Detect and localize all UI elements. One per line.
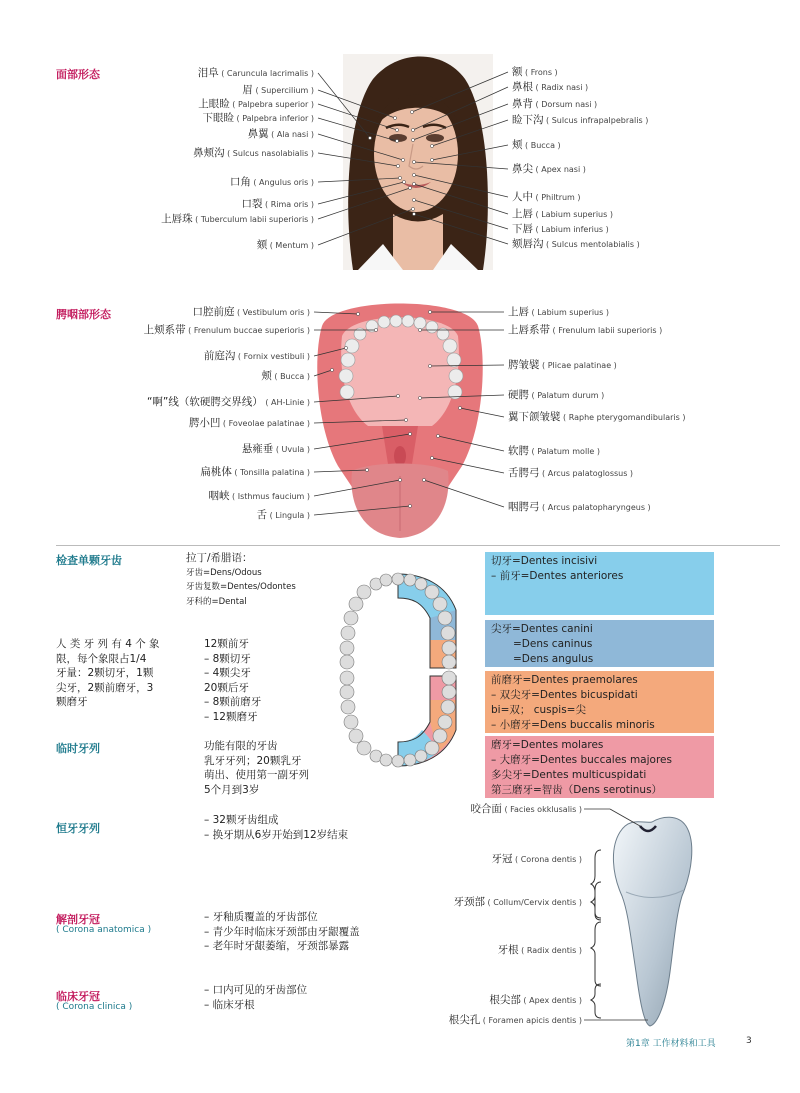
paren-open: ( <box>533 193 542 202</box>
paren-open: ( <box>224 149 233 158</box>
clin-line: – 临床牙根 <box>204 998 255 1011</box>
footer-page-number: 3 <box>746 1036 752 1046</box>
paren-close: ) <box>576 996 582 1005</box>
face-left-label-latin: Tuberculum labii superioris <box>200 215 309 224</box>
tooth-part-label-cn: 咬合面 <box>470 803 502 815</box>
paren-open: ( <box>234 308 243 317</box>
paren-close: ) <box>591 100 598 109</box>
paren-close: ) <box>576 1016 582 1025</box>
face-left-label-cn: 泪阜 <box>197 67 219 79</box>
paren-open: ( <box>522 68 531 77</box>
mouth-left-label-latin: AH-Linie <box>271 398 305 407</box>
paren-close: ) <box>551 68 558 77</box>
face-left-label-latin: Angulus oris <box>259 178 309 187</box>
box-line: 前磨牙=Dentes praemolares <box>491 674 638 686</box>
box-line: – 小磨牙=Dens buccalis minoris <box>491 719 655 731</box>
temp-line: 萌出、使用第一副牙列 <box>204 769 309 781</box>
paren-close: ) <box>304 419 310 428</box>
face-left-label-latin: Supercilium <box>261 86 309 95</box>
paren-open: ( <box>262 200 271 209</box>
paren-close: ) <box>645 503 651 512</box>
paren-open: ( <box>271 372 281 381</box>
paren-open: ( <box>539 469 548 478</box>
paren-close: ) <box>611 361 617 370</box>
face-right-label-latin: Sulcus infrapalpebralis <box>551 116 643 125</box>
tooth-part-label-cn: 根尖部 <box>489 994 521 1006</box>
mouth-right-label-cn: 翼下颌皱襞 <box>508 411 561 423</box>
mouth-left-label-latin: Uvula <box>281 445 305 454</box>
mouth-right-label-cn: 硬腭 <box>508 389 529 401</box>
face-left-label-latin: Palpebra superior <box>237 100 309 109</box>
paren-open: ( <box>533 210 542 219</box>
paren-close: ) <box>634 240 640 249</box>
mouth-right-label-cn: 上唇 <box>508 306 529 318</box>
paren-close: ) <box>576 946 582 955</box>
face-right-label-cn: 人中 <box>512 191 533 203</box>
paren-open: ( <box>484 898 494 907</box>
box-line: bi=双； cuspis=尖 <box>491 704 586 716</box>
paren-open: ( <box>273 445 282 454</box>
paren-close: ) <box>304 445 310 454</box>
section-title-temporary: 临时牙列 <box>56 742 100 755</box>
paren-open: ( <box>518 946 527 955</box>
paren-close: ) <box>308 130 314 139</box>
paren-open: ( <box>539 503 548 512</box>
paren-open: ( <box>192 215 201 224</box>
section-title-mouth: 腭咽部形态 <box>56 308 111 321</box>
clin-line: – 口内可见的牙齿部位 <box>204 984 308 996</box>
mouth-right-label-latin: Raphe pterygomandibularis <box>568 413 680 422</box>
count-line: – 8颗前磨牙 <box>204 696 262 708</box>
section-title-permanent: 恒牙牙列 <box>56 822 100 835</box>
paren-close: ) <box>576 805 582 814</box>
paren-close: ) <box>304 326 310 335</box>
box-line: – 大磨牙=Dentes buccales majores <box>491 754 672 766</box>
mouth-left-label-cn: 口腔前庭 <box>192 306 235 318</box>
mouth-right-label-cn: 腭皱襞 <box>508 359 540 371</box>
paren-close: ) <box>580 165 586 174</box>
paren-close: ) <box>582 83 589 92</box>
count-line: – 8颗切牙 <box>204 652 251 665</box>
count-line: – 12颗磨牙 <box>204 710 258 723</box>
paren-open: ( <box>480 1016 489 1025</box>
paren-close: ) <box>304 308 310 317</box>
paren-close: ) <box>603 308 609 317</box>
mouth-left-label-latin: Frenulum buccae superioris <box>193 326 305 335</box>
mouth-left-label-latin: Bucca <box>280 372 305 381</box>
paren-close: ) <box>304 468 310 477</box>
paren-open: ( <box>533 165 542 174</box>
section-title-anatomical-crown: 解剖牙冠 <box>56 913 100 926</box>
mouth-left-label-cn: 上颊系带 <box>143 324 186 336</box>
paren-close: ) <box>304 398 310 407</box>
face-left-label-cn: 鼻翼 <box>247 128 269 140</box>
mouth-right-label-cn: 咽腭弓 <box>508 501 540 513</box>
paren-open: ( <box>231 468 241 477</box>
temp-line: 乳牙牙列；20颗乳牙 <box>204 754 302 767</box>
mouth-right-label-latin: Arcus palatoglossus <box>547 469 628 478</box>
mouth-left-label-cn: 颊 <box>261 370 272 382</box>
box-line: =Dens caninus <box>513 638 593 650</box>
box-line: – 双尖牙=Dentes bicuspidati <box>491 689 638 701</box>
paren-open: ( <box>550 326 559 335</box>
paren-close: ) <box>308 200 314 209</box>
face-left-label-latin: Rima oris <box>270 200 309 209</box>
paren-open: ( <box>529 308 538 317</box>
temp-line: 功能有限的牙齿 <box>204 740 278 752</box>
mouth-left-label-latin: Tonsilla palatina <box>240 468 305 477</box>
anat-line: – 老年时牙龈萎缩，牙颈部暴露 <box>204 940 350 952</box>
paren-open: ( <box>543 240 552 249</box>
mouth-left-label-cn: 扁桃体 <box>200 466 232 478</box>
quadrant-line: 尖牙，2颗前磨牙，3 <box>56 681 154 694</box>
paren-open: ( <box>268 130 277 139</box>
mouth-left-label-latin: Vestibulum oris <box>242 308 305 317</box>
paren-close: ) <box>308 69 314 78</box>
face-right-label-latin: Frons <box>530 68 552 77</box>
paren-close: ) <box>642 116 649 125</box>
paren-open: ( <box>522 141 531 150</box>
paren-open: ( <box>229 100 238 109</box>
tooth-part-label-latin: Corona dentis <box>520 855 577 864</box>
paren-close: ) <box>576 898 582 907</box>
paren-close: ) <box>308 178 314 187</box>
anat-line: – 青少年时临床牙颈部由牙龈覆盖 <box>204 925 360 938</box>
face-left-label-cn: 眉 <box>242 84 253 96</box>
paren-close: ) <box>594 447 600 456</box>
face-left-label-cn: 口裂 <box>241 198 263 210</box>
face-right-label-cn: 鼻尖 <box>512 163 533 175</box>
face-right-label-latin: Dorsum nasi <box>541 100 592 109</box>
anat-line: – 牙釉质覆盖的牙齿部位 <box>204 911 318 923</box>
quadrant-line: 牙量：2颗切牙，1颗 <box>56 667 154 679</box>
face-left-label-cn: 鼻颊沟 <box>193 147 225 159</box>
face-right-label-cn: 上唇 <box>512 208 533 220</box>
count-line: – 4颗尖牙 <box>204 667 251 679</box>
paren-open: ( <box>267 241 276 250</box>
tooth-part-label-latin: Radix dentis <box>526 946 577 955</box>
face-left-label-latin: Ala nasi <box>276 130 309 139</box>
paren-close: ) <box>627 469 634 478</box>
face-right-label-cn: 睑下沟 <box>512 114 544 126</box>
paren-close: ) <box>304 372 310 381</box>
paren-open: ( <box>250 178 260 187</box>
paren-close: ) <box>656 326 663 335</box>
face-right-label-latin: Labium inferius <box>541 225 604 234</box>
face-right-label-latin: Radix nasi <box>541 83 583 92</box>
box-line: =Dens angulus <box>513 653 594 665</box>
face-left-label-latin: Sulcus nasolabialis <box>232 149 309 158</box>
paren-close: ) <box>308 215 314 224</box>
paren-close: ) <box>576 855 582 864</box>
tooth-part-label-latin: Foramen apicis dentis <box>488 1016 577 1025</box>
mouth-left-label-cn: 悬雍垂 <box>241 443 274 455</box>
paren-open: ( <box>267 511 276 520</box>
paren-open: ( <box>533 225 542 234</box>
paren-close: ) <box>574 193 581 202</box>
face-right-label-latin: Bucca <box>530 141 555 150</box>
face-right-label-latin: Philtrum <box>541 193 575 202</box>
mouth-left-label-cn: “啊”线（软硬腭交界线） <box>146 396 263 408</box>
mouth-right-label-cn: 舌腭弓 <box>508 467 540 479</box>
latin-line: 牙齿复数=Dentes/Odontes <box>186 582 296 592</box>
mouth-right-label-cn: 软腭 <box>508 445 529 457</box>
tooth-part-label-latin: Apex dentis <box>529 996 577 1005</box>
face-right-label-latin: Labium superius <box>541 210 608 219</box>
section-title-clinical-crown: 临床牙冠 <box>56 990 100 1003</box>
paren-open: ( <box>262 398 272 407</box>
section-title-tooth: 检查单颗牙齿 <box>56 554 122 567</box>
perm-line: – 换牙期从6岁开始到12岁结束 <box>204 828 349 841</box>
box-line: – 前牙=Dentes anteriores <box>491 570 624 582</box>
mouth-left-label-latin: Isthmus faucium <box>237 492 305 501</box>
paren-close: ) <box>554 141 561 150</box>
mouth-right-label-latin: Plicae palatinae <box>547 361 612 370</box>
mouth-right-label-latin: Arcus palatopharyngeus <box>547 503 646 512</box>
face-left-label-latin: Mentum <box>275 241 309 250</box>
mouth-left-label-cn: 咽峡 <box>208 490 230 502</box>
paren-open: ( <box>529 447 538 456</box>
face-left-label-latin: Palpebra inferior <box>242 114 309 123</box>
latin-line: 拉丁/希腊语： <box>186 552 253 564</box>
paren-close: ) <box>679 413 686 422</box>
paren-close: ) <box>308 114 314 123</box>
paren-open: ( <box>220 419 229 428</box>
latin-line: 牙齿=Dens/Odous <box>186 567 262 578</box>
paren-close: ) <box>607 210 613 219</box>
mouth-left-label-latin: Fornix vestibuli <box>243 352 305 361</box>
box-line: 第三磨牙=智齿（Dens serotinus） <box>491 784 663 796</box>
mouth-right-label-latin: Palatum durum <box>537 391 599 400</box>
paren-open: ( <box>533 83 542 92</box>
count-line: 20颗后牙 <box>204 681 249 694</box>
footer-chapter: 第1章 工作材料和工具 <box>626 1039 716 1049</box>
paren-close: ) <box>304 352 310 361</box>
paren-close: ) <box>304 511 310 520</box>
face-right-label-latin: Apex nasi <box>541 165 581 174</box>
section-title-face: 面部形态 <box>56 68 100 81</box>
mouth-right-label-latin: Frenulum labii superioris <box>558 326 657 335</box>
paren-open: ( <box>252 86 262 95</box>
face-right-label-cn: 颊 <box>512 139 523 151</box>
face-right-label-cn: 鼻背 <box>512 98 533 110</box>
paren-open: ( <box>185 326 194 335</box>
paren-open: ( <box>520 996 530 1005</box>
paren-open: ( <box>235 352 244 361</box>
count-line: 12颗前牙 <box>204 638 249 650</box>
paren-open: ( <box>543 116 552 125</box>
face-right-label-latin: Sulcus mentolabialis <box>551 240 635 249</box>
tooth-part-label-cn: 牙颈部 <box>453 896 485 908</box>
paren-close: ) <box>308 100 314 109</box>
mouth-left-label-cn: 前庭沟 <box>203 350 236 362</box>
mouth-right-label-latin: Palatum molle <box>537 447 595 456</box>
perm-line: – 32颗牙齿组成 <box>204 814 279 826</box>
mouth-left-label-cn: 舌 <box>256 509 268 521</box>
paren-open: ( <box>233 114 243 123</box>
paren-open: ( <box>229 492 238 501</box>
paren-close: ) <box>308 149 314 158</box>
quadrant-line: 人 类 牙 列 有 4 个 象 <box>56 638 160 650</box>
box-line: 多尖牙=Dentes multicuspidati <box>491 769 647 781</box>
tooth-part-label-cn: 牙根 <box>497 944 519 956</box>
face-left-label-cn: 颏 <box>256 239 268 251</box>
face-left-label-cn: 上唇珠 <box>161 213 193 225</box>
mouth-right-label-latin: Labium superius <box>537 308 604 317</box>
paren-close: ) <box>603 225 609 234</box>
paren-close: ) <box>308 86 314 95</box>
paren-close: ) <box>308 241 314 250</box>
mouth-left-label-cn: 腭小凹 <box>188 417 221 429</box>
paren-open: ( <box>512 855 521 864</box>
face-left-label-latin: Caruncula lacrimalis <box>226 69 309 78</box>
mouth-left-label-latin: Foveolae palatinae <box>228 419 305 428</box>
face-left-label-cn: 上眼睑 <box>198 98 230 110</box>
box-line: 磨牙=Dentes molares <box>491 739 604 751</box>
paren-open: ( <box>539 361 548 370</box>
tooth-part-label-latin: Facies okklusalis <box>510 805 577 814</box>
face-left-label-cn: 口角 <box>229 176 251 188</box>
paren-close: ) <box>304 492 310 501</box>
face-left-label-cn: 下眼睑 <box>202 112 234 124</box>
face-right-label-cn: 鼻根 <box>512 81 533 93</box>
anatomical-crown-latin: ( Corona anatomica ) <box>56 925 152 935</box>
quadrant-line: 限，每个象限占1/4 <box>56 652 147 665</box>
face-right-label-cn: 颏唇沟 <box>512 238 544 250</box>
face-right-label-cn: 额 <box>512 66 523 78</box>
clinical-crown-latin: ( Corona clinica ) <box>56 1002 133 1012</box>
paren-open: ( <box>529 391 538 400</box>
box-line: 切牙=Dentes incisivi <box>491 555 598 567</box>
box-line: 尖牙=Dentes canini <box>491 623 593 635</box>
paren-open: ( <box>218 69 227 78</box>
tooth-part-label-latin: Collum/Cervix dentis <box>493 898 577 907</box>
paren-close: ) <box>598 391 605 400</box>
latin-line: 牙科的=Dental <box>186 596 247 607</box>
face-right-label-cn: 下唇 <box>512 223 533 235</box>
tooth-part-label-cn: 根尖孔 <box>448 1014 481 1026</box>
mouth-right-label-cn: 上唇系带 <box>508 324 550 336</box>
paren-open: ( <box>501 805 511 814</box>
paren-open: ( <box>533 100 542 109</box>
mouth-left-label-latin: Lingula <box>275 511 305 520</box>
temp-line: 5个月到3岁 <box>204 783 260 796</box>
tooth-part-label-cn: 牙冠 <box>491 853 513 865</box>
paren-open: ( <box>560 413 569 422</box>
quadrant-line: 颗磨牙 <box>56 696 88 708</box>
